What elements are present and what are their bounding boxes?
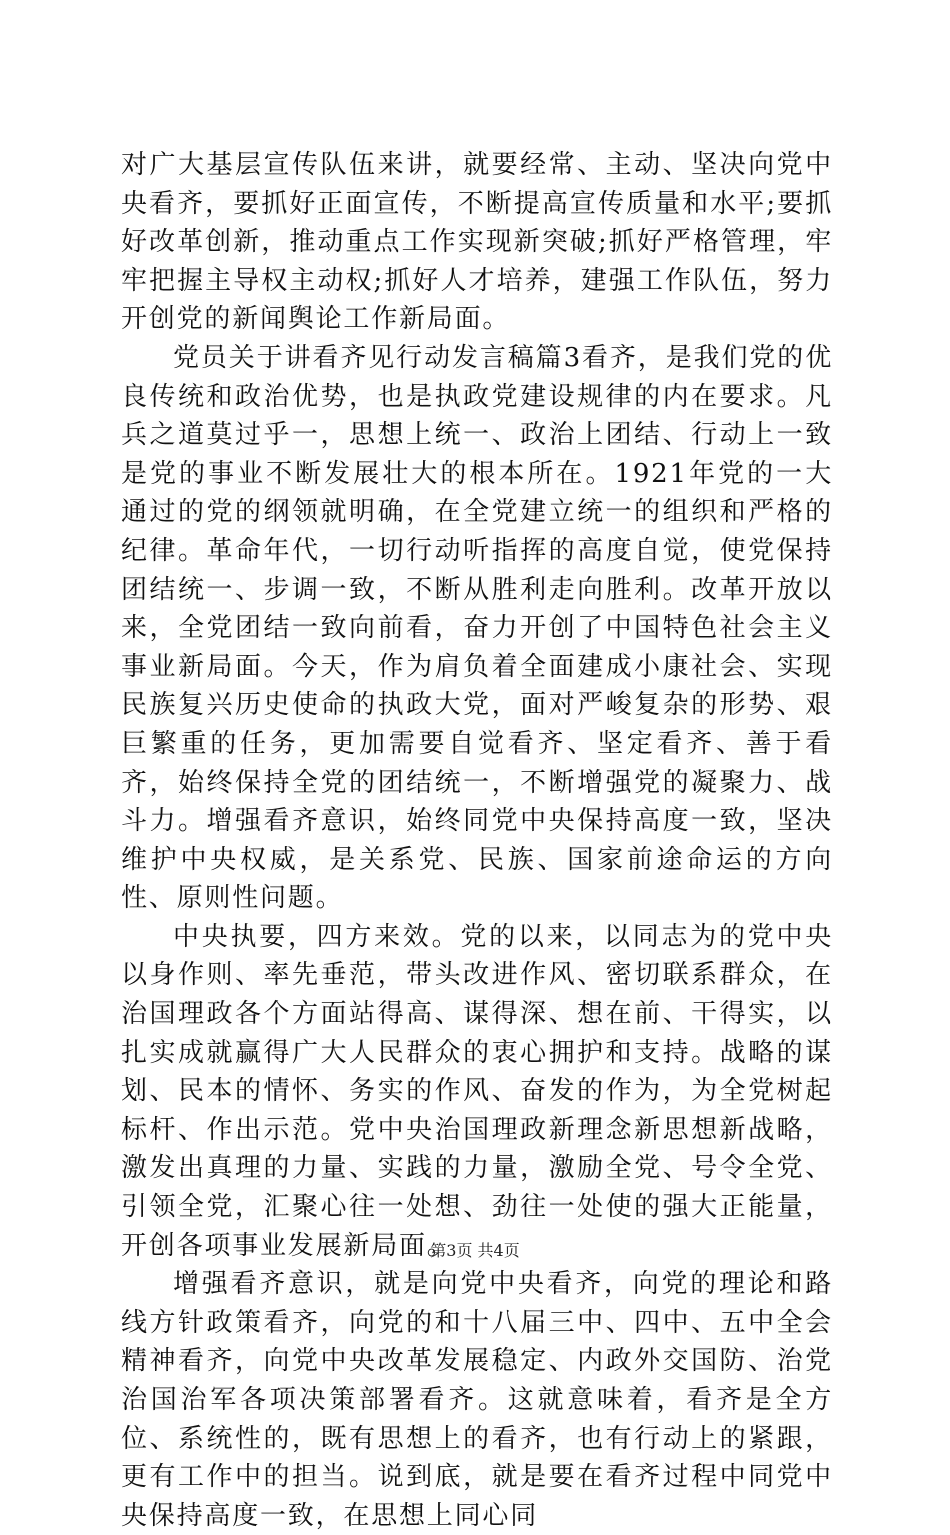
paragraph-alignment-awareness: 增强看齐意识，就是向党中央看齐，向党的理论和路线方针政策看齐，向党的和十八届三中、四中、五中全会精神看齐，向党中央改革发展稳定、内政外交国防、治党治国治军各项决策部署看齐。这就意味着，看齐是全方位、系统性的，既有思想上的看齐，也有行动上的紧跟，更有工作中的担当。说到底，就是要在看齐过程中同党中央保持高度一致，在思想上同心同 (121, 1269, 833, 1531)
paragraph-continuation: 对广大基层宣传队伍来讲，就要经常、主动、坚决向党中央看齐，要抓好正面宣传，不断提高宣传质量和水平;要抓好改革创新，推动重点工作实现新突破;抓好严格管理，牢牢把握主导权主动权;抓好人才培养，建强工作队伍，努力开创党的新闻舆论工作新局面。 (121, 150, 833, 335)
document-body (121, 146, 833, 1535)
page-footer: 第3页 共4页 (430, 1241, 520, 1260)
paragraph-speech-title: 党员关于讲看齐见行动发言稿篇3看齐，是我们党的优良传统和政治优势，也是执政党建设规律的内在要求。凡兵之道莫过乎一，思想上统一、政治上团结、行动上一致是党的事业不断发展壮大的根本所在。1921年党的一大通过的党的纲领就明确，在全党建立统一的组织和严格的纪律。革命年代，一切行动听指挥的高度自觉，使党保持团结统一、步调一致，不断从胜利走向胜利。改革开放以来，全党团结一致向前看，奋力开创了中国特色社会主义事业新局面。今天，作为肩负着全面建成小康社会、实现民族复兴历史使命的执政大党，面对严峻复杂的形势、艰巨繁重的任务，更加需要自觉看齐、坚定看齐、善于看齐，始终保持全党的团结统一，不断增强党的凝聚力、战斗力。增强看齐意识，始终同党中央保持高度一致，坚决维护中央权威，是关系党、民族、国家前途命运的方向性、原则性问题。 (121, 342, 833, 914)
paragraph-central-leadership: 中央执要，四方来效。党的以来，以同志为的党中央以身作则、率先垂范，带头改进作风、密切联系群众，在治国理政各个方面站得高、谋得深、想在前、干得实，以扎实成就赢得广大人民群众的衷心拥护和支持。战略的谋划、民本的情怀、务实的作风、奋发的作为，为全党树起标杆、作出示范。党中央治国理政新理念新思想新战略，激发出真理的力量、实践的力量，激励全党、号令全党、引领全党，汇聚心往一处想、劲往一处使的强大正能量，开创各项事业发展新局面。 (121, 921, 833, 1261)
